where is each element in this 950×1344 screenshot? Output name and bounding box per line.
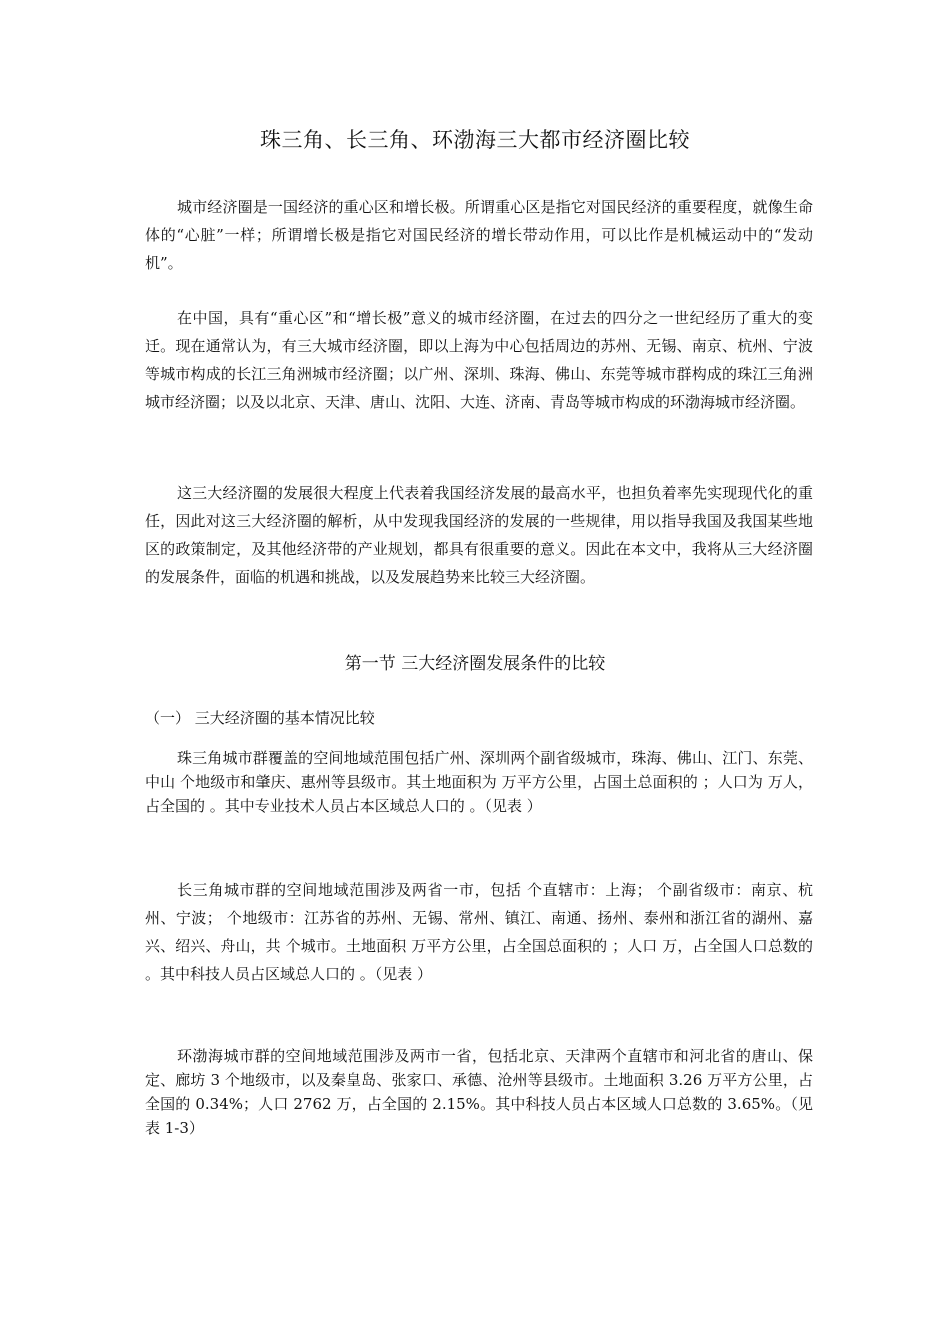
intro-paragraph-3: 这三大经济圈的发展很大程度上代表着我国经济发展的最高水平，也担负着率先实现现代化的重任，因此对这三大经济圈的解析，从中发现我国经济的发展的一些规律，用以指导我国及我国某些地区的政策制定，及其他经济带的产业规划，都具有很重要的意义。因此在本文中，我将从三大经济圈的发展条件，面临的机遇和挑战，以及发展趋势来比较三大经济圈。 xyxy=(145,484,813,586)
subsection-title: （一） 三大经济圈的基本情况比较 xyxy=(145,709,375,727)
intro-paragraph-1: 城市经济圈是一国经济的重心区和增长极。所谓重心区是指它对国民经济的重要程度，就像生命体的“心脏”一样；所谓增长极是指它对国民经济的增长带动作用，可以比作是机械运动中的“发动机”。 xyxy=(145,198,813,272)
prd-paragraph: 珠三角城市群覆盖的空间地域范围包括广州、深圳两个副省级城市，珠海、佛山、江门、东莞、中山 个地级市和肇庆、惠州等县级市。其土地面积为 万平方公里，占国土总面积的 ；人口为 万人，占全国的 。其中专业技术人员占本区域总人口的 。（见表 ） xyxy=(145,749,813,815)
yrd-paragraph: 长三角城市群的空间地域范围涉及两省一市，包括 个直辖市：上海； 个副省级市：南京、杭州、宁波； 个地级市：江苏省的苏州、无锡、常州、镇江、南通、扬州、泰州和浙江省的湖州、嘉兴、绍兴、舟山，共 个城市。土地面积 万平方公里，占全国总面积的 ；人口 万，占全国人口总数的 。其中科技人员占区域总人口的 。（见表 ） xyxy=(145,881,813,983)
intro-paragraph-2: 在中国，具有“重心区”和“增长极”意义的城市经济圈，在过去的四分之一世纪经历了重大的变迁。现在通常认为，有三大城市经济圈，即以上海为中心包括周边的苏州、无锡、南京、杭州、宁波等城市构成的长江三角洲城市经济圈；以广州、深圳、珠海、佛山、东莞等城市群构成的珠江三角洲城市经济圈；以及以北京、天津、唐山、沈阳、大连、济南、青岛等城市构成的环渤海城市经济圈。 xyxy=(145,309,813,411)
bohai-paragraph: 环渤海城市群的空间地域范围涉及两市一省，包括北京、天津两个直辖市和河北省的唐山、保定、廊坊 3 个地级市，以及秦皇岛、张家口、承德、沧州等县级市。土地面积 3.26 万平方公里，占全国的 0.34%；人口 2762 万，占全国的 2.15%。其中科技人员占本区域人口总数的 3.65%。（见表 1-3） xyxy=(145,1047,813,1137)
section-title: 第一节 三大经济圈发展条件的比较 xyxy=(344,654,606,674)
document-title: 珠三角、长三角、环渤海三大都市经济圈比较 xyxy=(260,128,690,152)
